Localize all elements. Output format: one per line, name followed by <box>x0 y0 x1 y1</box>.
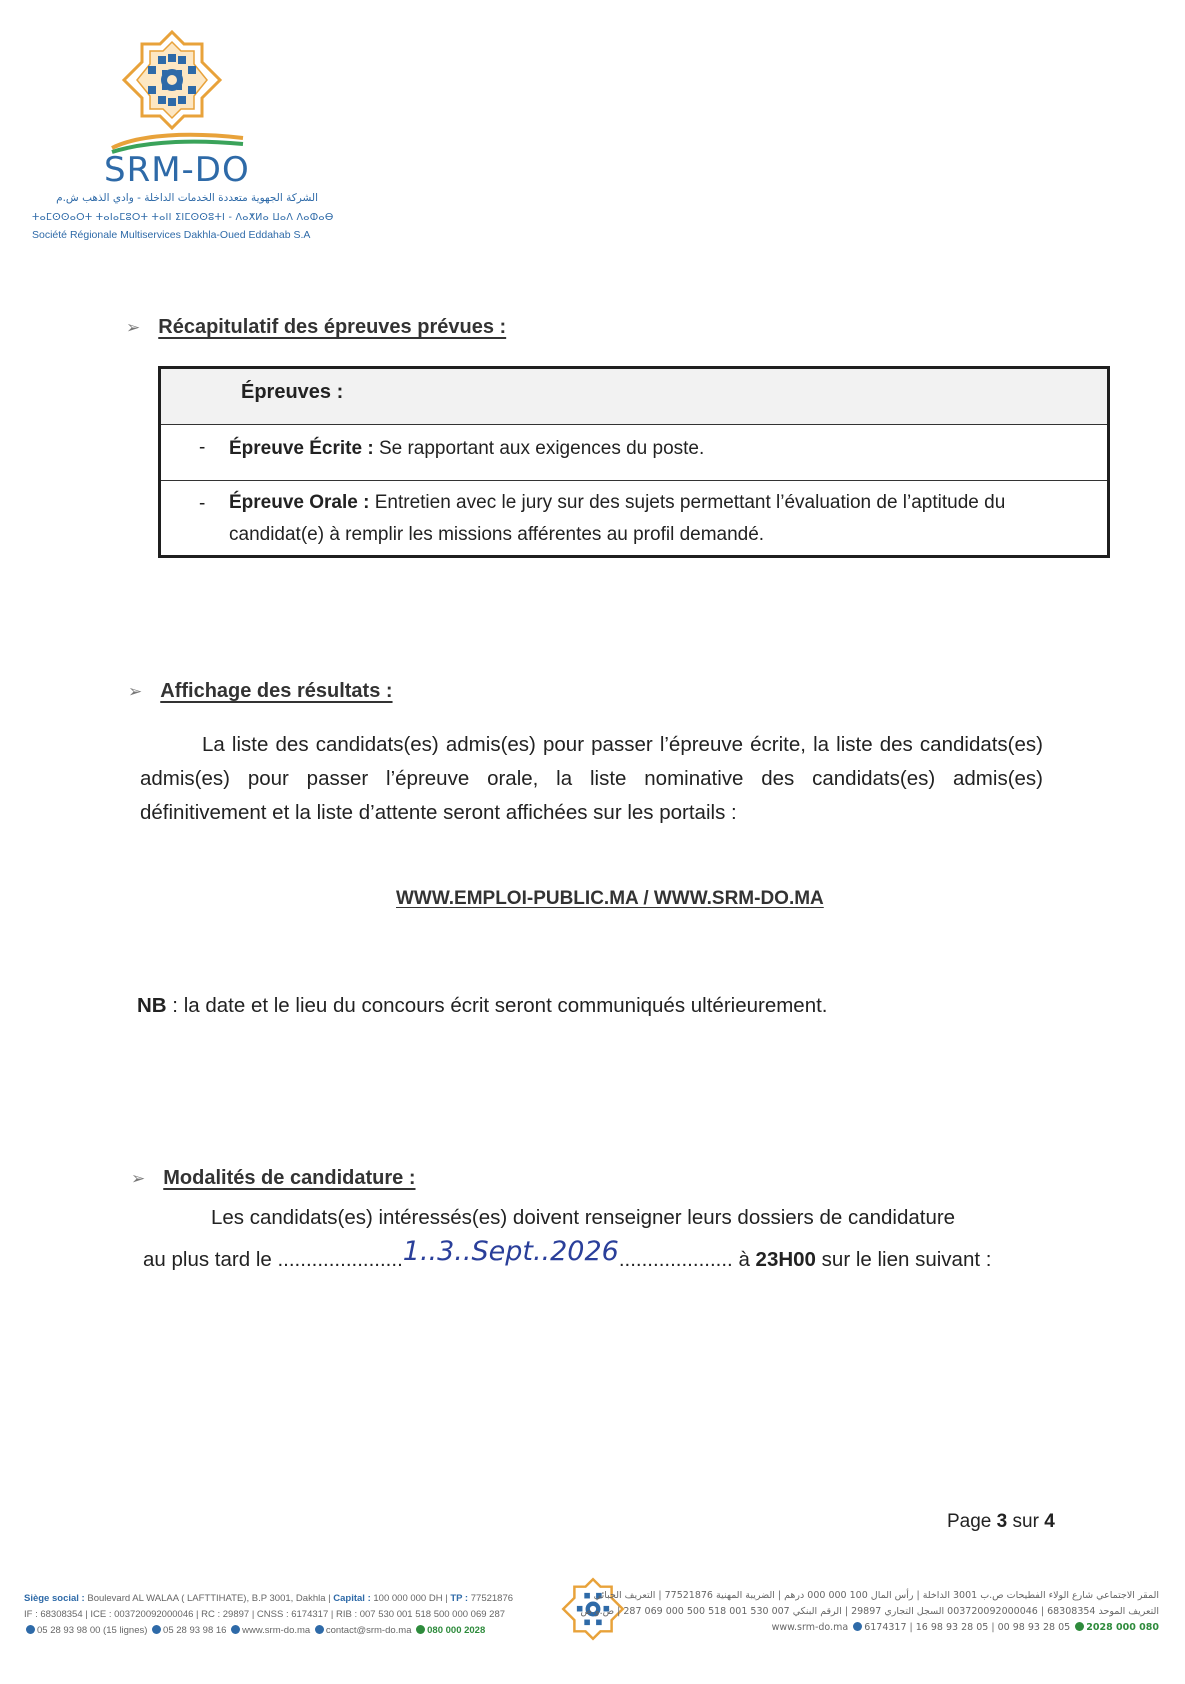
section-results-heading: ➢ Affichage des résultats : <box>128 680 393 702</box>
epreuve-ecrite-title: Épreuve Écrite : <box>229 438 374 459</box>
deadline-time: 23H00 <box>755 1248 816 1271</box>
epreuve-orale-text: Entretien avec le jury sur des sujets permettant l’évaluation de l’aptitude du candidat(e) à remplir les missions afférentes au profil demandé. <box>229 492 1006 545</box>
results-paragraph: La liste des candidats(es) admis(es) pour passer l’épreuve écrite, la liste des candidats(es) admis(es) pour passer l’épreuve orale, la liste nominative des candidats(es) admis(es) définitivement et la liste d’attente seront affichées sur les portails : <box>140 733 1043 824</box>
whatsapp-icon <box>1075 1622 1084 1631</box>
epreuve-ecrite-text: Se rapportant aux exigences du poste. <box>373 438 705 459</box>
portals-link[interactable]: WWW.EMPLOI-PUBLIC.MA / WWW.SRM-DO.MA <box>396 888 824 909</box>
logo-arabic-name: الشركة الجهوية متعددة الخدمات الداخلة - وادي الذهب ش.م <box>56 192 318 204</box>
footer-email-link[interactable]: contact@srm-do.ma <box>325 1625 412 1636</box>
section-recap-heading: ➢ Récapitulatif des épreuves prévues : <box>126 316 507 338</box>
logo-french-name: Société Régionale Multiservices Dakhla-Oued Eddahab S.A <box>32 229 311 241</box>
footer-left: Siège social : Boulevard AL WALAA ( LAFTTIHATE), B.P 3001, Dakhla | Capital : 100 000 000 DH | TP : 77521876 IF : 68308354 | ICE : 003720092000046 | RC : 29897 | CNSS : 6174317 | RIB : 007 530 001 518 500 000 069 287 05 28 93 98 00 (15 lignes) 05 28 93 98 16 www.srm-do.ma contact@srm-do.ma 080 000 2028 <box>24 1593 514 1636</box>
table-row: - Épreuve Orale : Entretien avec le jury sur des sujets permettant l’évaluation de l’aptitude du candidat(e) à remplir les missions afférentes au profil demandé. <box>199 492 1006 545</box>
nb-label: NB <box>137 994 167 1017</box>
logo-tifinagh-name: ⵜⴰⵎⵙⵙⴰⵔⵜ ⵜⴰⵏⴰⵎⵓⵔⵜ ⵜⴰⵏⵏ ⵉⵏⵎⵙⵙⵓⵜⵏ - ⴷⴰⵅⵍⴰ ⵡⴰⴷ ⴷⴰⵀⴰⴱ <box>32 212 334 223</box>
handwritten-date: 1..3..Sept..2026 <box>402 1236 619 1267</box>
candidature-line-2: au plus tard le ......................1..3..Sept..2026.................... à 23H00 sur le lien suivant : <box>143 1236 992 1271</box>
nb-text: : la date et le lieu du concours écrit seront communiqués ultérieurement. <box>166 994 828 1017</box>
table-row: - Épreuve Écrite : Se rapportant aux exigences du poste. <box>161 425 1107 481</box>
phone-icon <box>152 1625 161 1634</box>
arrow-bullet-icon: ➢ <box>128 682 143 701</box>
table-header-label: Épreuves : <box>241 381 344 403</box>
page-number: Page 3 sur 4 <box>947 1511 1055 1532</box>
epreuves-table <box>158 366 1110 558</box>
arrow-bullet-icon: ➢ <box>126 318 141 337</box>
whatsapp-icon <box>416 1625 425 1634</box>
epreuve-orale-title: Épreuve Orale : <box>229 492 370 513</box>
arrow-bullet-icon: ➢ <box>131 1169 146 1188</box>
globe-icon <box>231 1625 240 1634</box>
logo-name: SRM-DO <box>104 150 250 190</box>
footer-website-link[interactable]: www.srm-do.ma <box>242 1625 311 1636</box>
srm-logo-mark-icon <box>122 30 222 130</box>
table-header <box>161 369 1107 425</box>
section-candidature-heading: ➢ Modalités de candidature : <box>131 1167 416 1189</box>
nb-note <box>137 994 828 1018</box>
mail-icon <box>315 1625 324 1634</box>
candidature-line-1: Les candidats(es) intéressés(es) doivent renseigner leurs dossiers de candidature <box>211 1206 956 1229</box>
footer-right: المقر الاجتماعي شارع الولاء الفطيحات ص.ب 3001 الداخلة | رأس المال 100 000 000 درهم | الضريبة المهنية 77521876 | التعريف الجبائي التعريف الموحد 68308354 | 003720092000046 السجل التجاري 29897 | الرقم البنكي 007 530 001 518 500 000 069 287 | ض.و.ض 080 000 2028 05 28 93 98 00 | 05 28 93 98 16 | www.srm-do.ma 6174317 <box>580 1590 1159 1633</box>
phone-icon <box>853 1622 862 1631</box>
phone-icon <box>26 1625 35 1634</box>
